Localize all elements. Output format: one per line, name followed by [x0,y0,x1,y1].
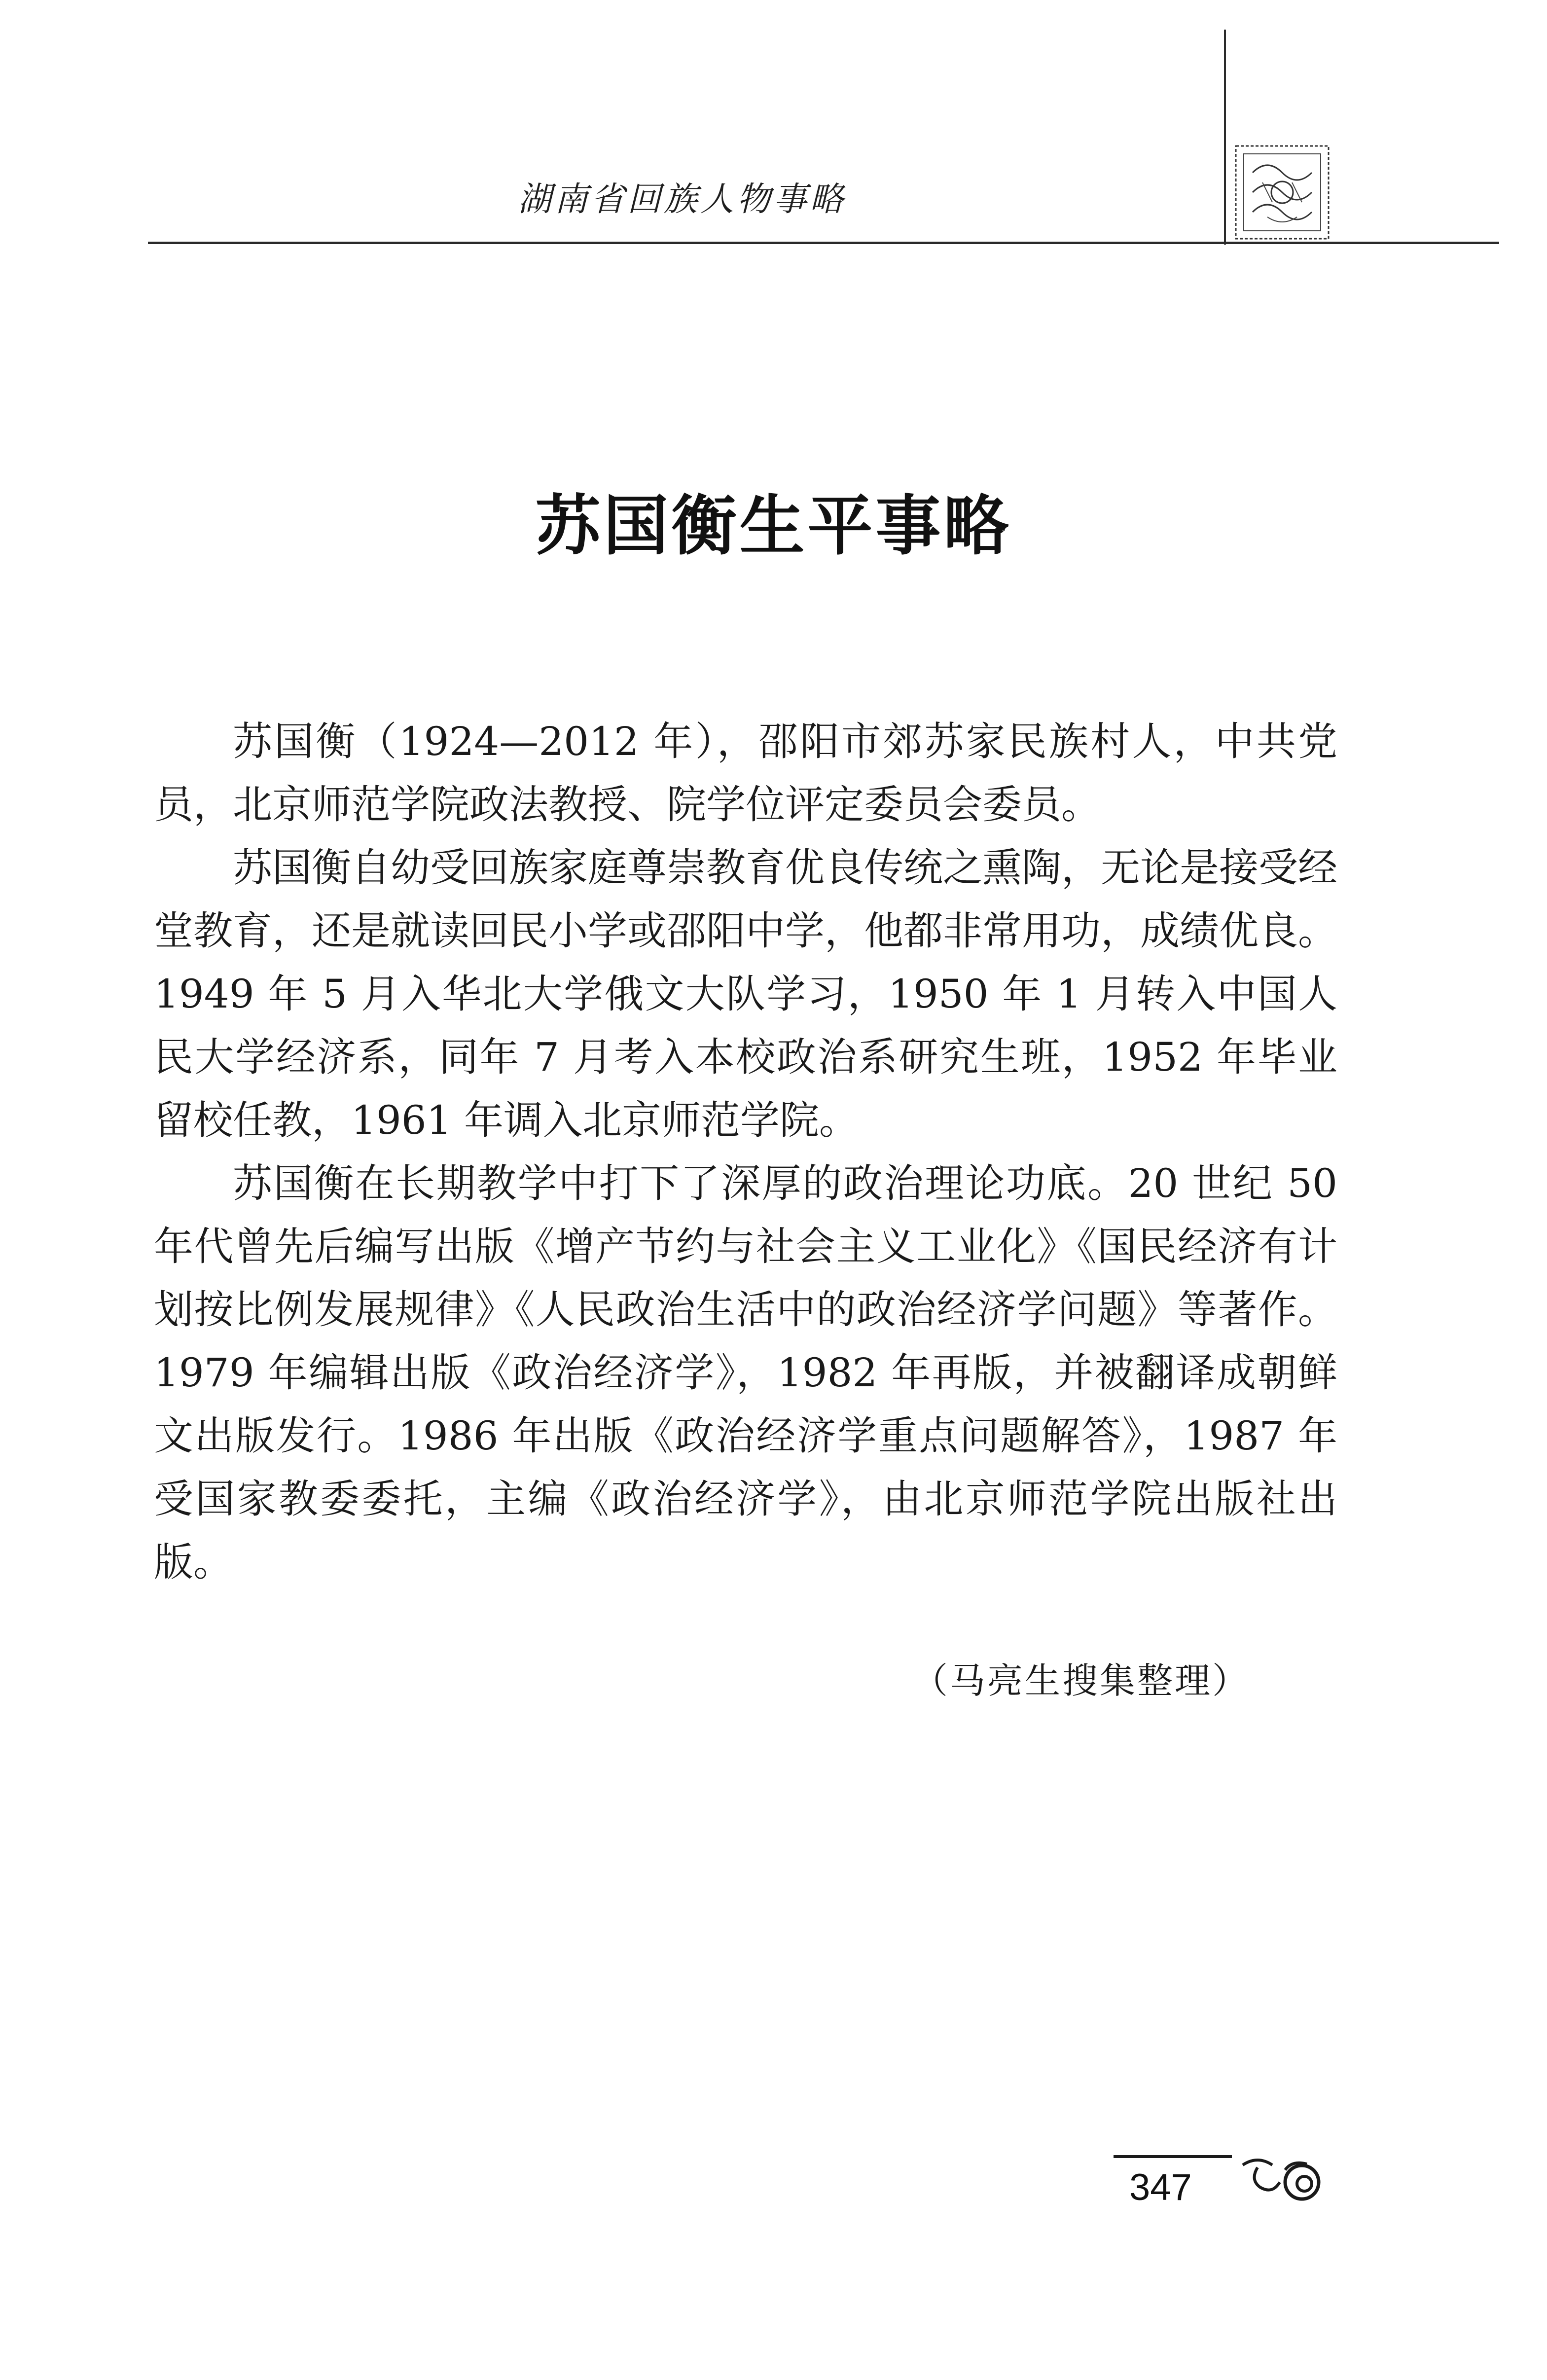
header-vertical-rule [1224,30,1226,245]
running-header-title: 湖南省回族人物事略 [518,180,847,219]
compiler-credit: （马亮生搜集整理） [912,1660,1250,1701]
paragraph: 苏国衡（1924—2012 年），邵阳市郊苏家民族村人，中共党员，北京师范学院政法教授、院学位评定委员会委员。 [154,719,1337,828]
scroll-ornament-icon [1238,2150,1336,2204]
page-number: 347 [1129,2166,1192,2208]
paragraph: 苏国衡在长期教学中打下了深厚的政治理论功底。20 世纪 50 年代曾先后编写出版《增产节约与社会主义工业化》《国民经济有计划按比例发展规律》《人民政治生活中的政治经济学问题》等著作。1979 年编辑出版《政治经济学》，1982 年再版，并被翻译成朝鲜文出版发行。1986 年出版《政治经济学重点问题解答》，1987 年受国家教委委托，主编《政治经济学》，由北京师范学院出版社出版。 [154,1160,1337,1585]
article-body [154,710,1337,1594]
page-number-rule [1114,2155,1232,2158]
calligraphy-medallion-icon [1233,143,1331,242]
header-horizontal-rule [148,242,1499,244]
paragraph: 苏国衡自幼受回族家庭尊崇教育优良传统之熏陶，无论是接受经堂教育，还是就读回民小学或邵阳中学，他都非常用功，成绩优良。1949 年 5 月入华北大学俄文大队学习，1950 年 1 月转入中国人民大学经济系，同年 7 月考入本校政治系研究生班，1952 年毕业留校任教，1961 年调入北京师范学院。 [154,845,1337,1143]
article-title: 苏国衡生平事略 [535,488,1012,564]
